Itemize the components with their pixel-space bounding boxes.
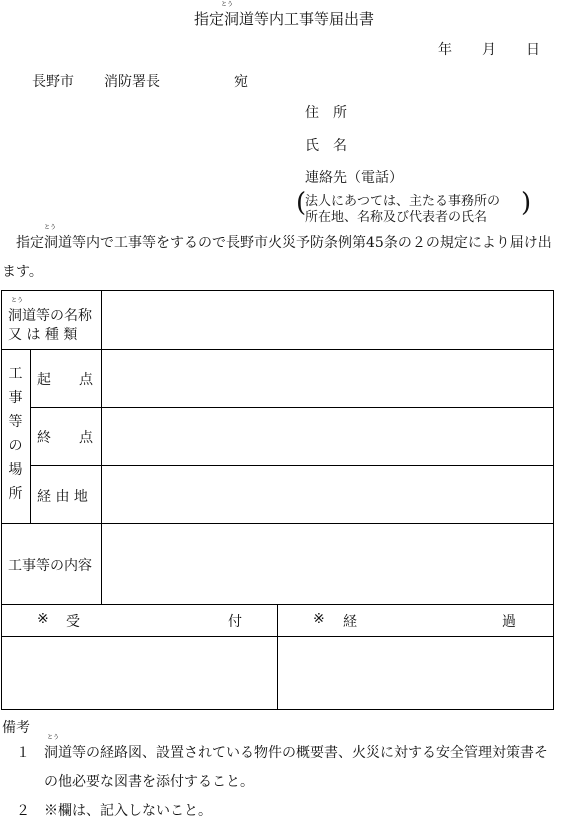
progress-mark: ※ (313, 611, 325, 627)
progress-label-a: 経 (343, 614, 357, 630)
progress-field (279, 638, 552, 708)
addressee-honorific: 宛 (234, 74, 248, 90)
addressee-chief: 消防署長 (104, 74, 160, 90)
date-day-label: 日 (526, 42, 540, 58)
receipt-mark: ※ (37, 611, 49, 627)
body-line2: ます。 (2, 264, 43, 280)
note-open-paren: ( (296, 188, 307, 218)
tunnel-type-label: 又 は 種 類 (8, 327, 78, 343)
row1-ruby: とう (11, 297, 24, 304)
work-location-label: 工 事 等 の 場 所 (8, 366, 23, 502)
work-content-field[interactable] (103, 525, 552, 603)
applicant-contact-label: 連絡先（電話） (305, 170, 403, 186)
title-ruby: とう (221, 1, 234, 8)
work-content-label: 工事等の内容 (8, 558, 92, 574)
start-point-label: 起 点 (37, 372, 93, 388)
remark1-line1: 洞道等の経路図、設置されている物件の概要書、火災に対する安全管理対策書そ (44, 745, 548, 761)
applicant-note-line2: 所在地、名称及び代表者の氏名 (305, 210, 488, 225)
remark2-number: ２ (16, 803, 30, 819)
remark1-line2: の他必要な図書を添付すること。 (44, 774, 254, 790)
remarks-heading: 備考 (2, 720, 30, 736)
body-ruby: とう (44, 224, 57, 231)
remark1-ruby: とう (47, 734, 60, 741)
receipt-label-a: 受 (66, 614, 80, 630)
note-close-paren: ) (521, 188, 532, 218)
addressee-city: 長野市 (32, 74, 74, 90)
tunnel-name-field[interactable] (103, 292, 552, 348)
tunnel-name-label: 洞道等の名称 (8, 308, 92, 324)
via-point-label: 経 由 地 (37, 489, 88, 505)
applicant-note-line1: 法人にあつては、主たる事務所の (305, 194, 501, 209)
via-point-field[interactable] (103, 467, 552, 522)
date-month-label: 月 (482, 42, 496, 58)
receipt-field (3, 638, 276, 708)
date-year-label: 年 (438, 42, 452, 58)
progress-label-b: 過 (502, 614, 516, 630)
remark1-number: １ (16, 745, 30, 761)
end-point-label: 終 点 (37, 430, 93, 446)
start-point-field[interactable] (103, 351, 552, 406)
applicant-address-label: 住 所 (305, 105, 347, 121)
receipt-label-b: 付 (228, 614, 242, 630)
remark2-text: ※欄は、記入しないこと。 (44, 803, 212, 819)
applicant-name-label: 氏 名 (305, 138, 347, 154)
end-point-field[interactable] (103, 409, 552, 464)
page-title: 指定洞道等内工事等届出書 (193, 10, 374, 28)
body-line1: 指定洞道等内で工事等をするので長野市火災予防条例第45条の２の規定により届け出 (16, 235, 552, 251)
